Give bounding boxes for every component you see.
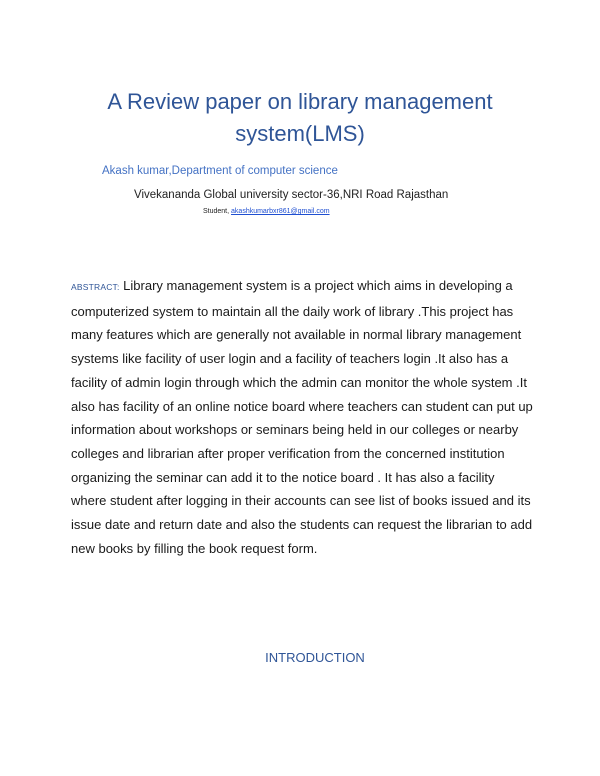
title-line-1: A Review paper on library management <box>107 89 493 114</box>
abstract-text: Library management system is a project which aims in developing a computerized system to maintain all the daily work of library .This project has many features which are generally not available in normal library management systems like facility of user login and a facility of teachers login .It also has a facility of admin login through which the admin can monitor the whole system .It also has facility of an online notice board where teachers can student can put up information about workshops or seminars being held in our colleges or nearby colleges and librarian after proper verification from the concerned institution organizing the seminar can add it to the notice board . It has also a facility where student after logging in their accounts can see list of books issued and its issue date and return date and also the students can request the librarian to add new books by filling the book request form. <box>71 278 533 556</box>
abstract-label: ABSTRACT: <box>71 282 120 292</box>
abstract-paragraph <box>71 274 533 560</box>
paper-title <box>60 86 540 150</box>
affiliation-line: Vivekananda Global university sector-36,NRI Road Rajasthan <box>134 189 449 201</box>
author-line: Akash kumar,Department of computer science <box>102 165 338 177</box>
student-contact-line <box>203 208 330 215</box>
section-heading-introduction: INTRODUCTION <box>265 650 365 665</box>
email-link[interactable]: akashkumarbxr861@gmail.com <box>231 208 330 215</box>
student-prefix: Student, <box>203 208 232 215</box>
title-line-2: system(LMS) <box>235 121 365 146</box>
